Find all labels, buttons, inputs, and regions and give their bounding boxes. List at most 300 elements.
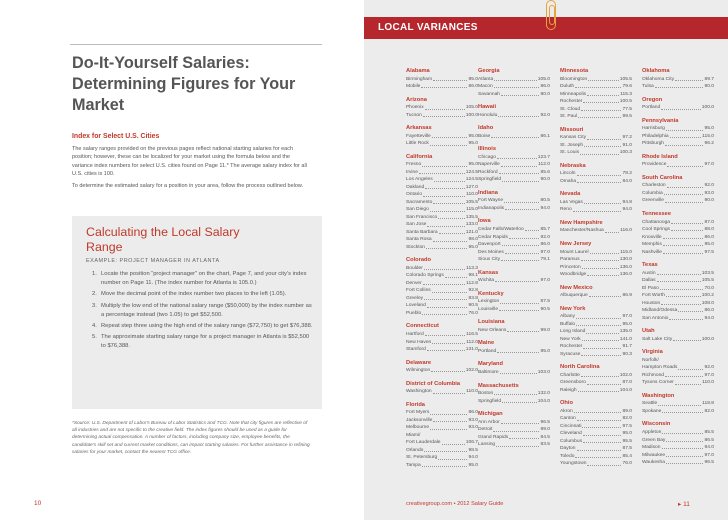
city-index-value: 80.0 bbox=[540, 91, 550, 97]
city-row bbox=[560, 206, 632, 214]
city-row bbox=[560, 423, 632, 431]
city-row bbox=[560, 430, 632, 438]
leader-dots bbox=[581, 351, 621, 356]
city-index-value: 99.0 bbox=[540, 327, 550, 333]
city-row bbox=[478, 398, 550, 406]
city-name: Loveland bbox=[406, 303, 426, 309]
leader-dots bbox=[666, 459, 704, 464]
city-name: Fort Wayne bbox=[478, 198, 504, 204]
city-index-value: 108.0 bbox=[701, 300, 714, 306]
city-name: Norfolk/ bbox=[642, 357, 659, 363]
city-index-value: 92.8 bbox=[468, 288, 478, 294]
leader-dots bbox=[582, 336, 619, 341]
leader-dots bbox=[663, 241, 704, 246]
city-row bbox=[478, 419, 550, 427]
city-index-value: 97.0 bbox=[704, 452, 714, 458]
city-index-value: 95.0 bbox=[468, 76, 478, 82]
state-name: Arizona bbox=[406, 96, 427, 103]
city-index-value: 103.5 bbox=[701, 270, 714, 276]
city-index-value: 92.0 bbox=[704, 365, 714, 371]
state-group bbox=[560, 306, 632, 359]
leader-dots bbox=[662, 444, 704, 449]
city-index-value: 79.1 bbox=[540, 257, 550, 263]
city-row bbox=[560, 313, 632, 321]
city-row bbox=[560, 408, 632, 416]
city-row bbox=[478, 241, 550, 249]
state-name: Arkansas bbox=[406, 125, 432, 132]
city-index-value: 70.0 bbox=[704, 285, 714, 291]
intro-text bbox=[72, 145, 312, 193]
city-index-value: 115.3 bbox=[620, 91, 632, 97]
city-index-value: 118.8 bbox=[702, 401, 714, 407]
state-name: Connecticut bbox=[406, 323, 439, 330]
leader-dots bbox=[583, 343, 621, 348]
city-name: Atlanta bbox=[478, 76, 494, 82]
city-index-value: 95.0 bbox=[468, 133, 478, 139]
leader-dots bbox=[421, 83, 467, 88]
city-row bbox=[560, 142, 632, 150]
city-name: Buffalo bbox=[560, 321, 576, 327]
leader-dots bbox=[496, 441, 539, 446]
state-name: Tennessee bbox=[642, 210, 671, 217]
state-group bbox=[642, 68, 714, 91]
state-group bbox=[642, 175, 714, 205]
city-row bbox=[642, 300, 714, 308]
city-name: Manchester/Nashua bbox=[560, 228, 604, 234]
leader-dots bbox=[507, 327, 539, 332]
city-name: Appleton bbox=[642, 430, 662, 436]
city-name: Naperville bbox=[478, 162, 500, 168]
city-index-value: 95.0 bbox=[540, 348, 550, 354]
state-name: Oregon bbox=[642, 96, 663, 103]
state-name: Iowa bbox=[478, 218, 491, 225]
city-index-value: 91.7 bbox=[622, 344, 632, 350]
city-row bbox=[478, 441, 550, 449]
city-index-value: 95.0 bbox=[704, 242, 714, 248]
state-group bbox=[478, 68, 550, 98]
step-number: 4. bbox=[92, 323, 97, 330]
city-name: Cool Springs bbox=[642, 227, 670, 233]
leader-dots bbox=[666, 437, 703, 442]
state-group bbox=[478, 291, 550, 314]
city-row bbox=[406, 214, 478, 222]
city-index-value: 94.0 bbox=[622, 207, 632, 213]
city-row bbox=[406, 447, 478, 455]
leader-dots bbox=[438, 214, 464, 219]
city-name: Baltimore bbox=[478, 370, 499, 376]
city-index-value: 105.5 bbox=[619, 76, 632, 82]
state-group bbox=[478, 270, 550, 285]
city-name: San Jose bbox=[406, 222, 427, 228]
city-index-value: 124.5 bbox=[465, 177, 478, 183]
city-row bbox=[642, 285, 714, 293]
city-index-value: 98.5 bbox=[468, 447, 478, 453]
city-name: Boise bbox=[478, 133, 491, 139]
city-index-value: 97.0 bbox=[704, 162, 714, 168]
city-name: Davenport bbox=[478, 242, 501, 248]
city-index-value: 90.0 bbox=[704, 198, 714, 204]
state-name: New Jersey bbox=[560, 240, 592, 247]
city-row bbox=[560, 336, 632, 344]
step-number: 5. bbox=[92, 334, 97, 341]
state-group bbox=[478, 125, 550, 140]
city-index-value: 84.5 bbox=[540, 434, 550, 440]
city-row bbox=[406, 424, 478, 432]
city-index-value: 93.0 bbox=[468, 417, 478, 423]
state-group bbox=[478, 146, 550, 184]
leader-dots bbox=[589, 292, 622, 297]
leader-dots bbox=[425, 331, 465, 336]
step-item bbox=[92, 270, 314, 288]
state-group bbox=[560, 364, 632, 394]
city-name: Fresno bbox=[406, 162, 422, 168]
state-name: Michigan bbox=[478, 411, 503, 418]
city-index-value: 86.0 bbox=[704, 308, 714, 314]
city-index-value: 87.5 bbox=[540, 299, 550, 305]
city-index-value: 97.5 bbox=[622, 423, 632, 429]
city-row bbox=[406, 229, 478, 237]
leader-dots bbox=[581, 256, 619, 261]
city-index-value: 86.5 bbox=[704, 437, 714, 443]
city-name: Hampton Roads bbox=[642, 365, 678, 371]
city-row bbox=[478, 327, 550, 335]
city-row bbox=[406, 104, 478, 112]
city-index-value: 88.0 bbox=[704, 227, 714, 233]
city-name: Cedar Rapids bbox=[478, 234, 508, 240]
city-row bbox=[406, 221, 478, 229]
city-index-value: 99.5 bbox=[622, 114, 632, 120]
city-row bbox=[560, 98, 632, 106]
city-index-value: 102.0 bbox=[465, 368, 478, 374]
state-group bbox=[406, 257, 478, 317]
city-index-value: 98.1 bbox=[468, 273, 478, 279]
state-name: Oklahoma bbox=[642, 68, 670, 74]
state-name: Nevada bbox=[560, 191, 581, 198]
state-group bbox=[478, 361, 550, 376]
leader-dots bbox=[581, 106, 621, 111]
state-name: Rhode Island bbox=[642, 153, 678, 160]
city-name: Ann Arbor bbox=[478, 419, 500, 425]
city-name: Fort Lauderdale bbox=[406, 440, 441, 446]
city-index-value: 105.0 bbox=[465, 105, 478, 111]
city-row bbox=[406, 112, 478, 120]
city-name: Detroit bbox=[478, 427, 493, 433]
city-row bbox=[406, 140, 478, 148]
state-name: Florida bbox=[406, 401, 425, 408]
city-index-value: 92.0 bbox=[704, 183, 714, 189]
leader-dots bbox=[666, 125, 704, 130]
city-name: Albuquerque bbox=[560, 293, 588, 299]
city-name: Nashville bbox=[642, 249, 662, 255]
city-row bbox=[478, 390, 550, 398]
city-name: Fayetteville bbox=[406, 133, 431, 139]
steps-list bbox=[92, 270, 314, 354]
city-name: Pueblo bbox=[406, 310, 422, 316]
city-row bbox=[560, 292, 632, 300]
city-row bbox=[642, 357, 714, 365]
city-name: Toledo bbox=[560, 453, 575, 459]
city-index-value: 90.0 bbox=[540, 177, 550, 183]
leader-dots bbox=[426, 244, 467, 249]
city-index-value: 95.5 bbox=[622, 438, 632, 444]
city-row bbox=[478, 426, 550, 434]
city-index-value: 94.0 bbox=[540, 205, 550, 211]
city-index-value: 97.0 bbox=[704, 372, 714, 378]
city-index-value: 110.0 bbox=[466, 192, 478, 198]
city-row bbox=[642, 437, 714, 445]
city-row bbox=[478, 369, 550, 377]
city-index-value: 115.0 bbox=[466, 207, 478, 213]
city-index-value: 87.0 bbox=[622, 380, 632, 386]
city-index-value: 112.0 bbox=[466, 339, 478, 345]
city-name: Cedar Falls/Waterloo bbox=[478, 227, 524, 233]
city-index-value: 86.0 bbox=[704, 234, 714, 240]
leader-dots bbox=[670, 133, 701, 138]
index-column bbox=[406, 68, 478, 475]
leader-dots bbox=[497, 348, 539, 353]
city-index-value: 99.0 bbox=[540, 427, 550, 433]
leader-dots bbox=[425, 104, 465, 109]
state-name: Louisiana bbox=[478, 319, 505, 326]
leader-dots bbox=[500, 298, 539, 303]
city-name: Ontario bbox=[406, 192, 423, 198]
leader-dots bbox=[445, 272, 468, 277]
state-name: Texas bbox=[642, 262, 658, 269]
city-index-value: 87.5 bbox=[622, 446, 632, 452]
section-header: LOCAL VARIANCES bbox=[378, 22, 478, 33]
city-index-value: 96.5 bbox=[704, 460, 714, 466]
city-row bbox=[560, 199, 632, 207]
city-row bbox=[560, 387, 632, 395]
leader-dots bbox=[502, 176, 539, 181]
city-index-value: 94.0 bbox=[468, 455, 478, 461]
city-index-value: 105.5 bbox=[465, 199, 478, 205]
city-row bbox=[406, 206, 478, 214]
city-row bbox=[642, 292, 714, 300]
leader-dots bbox=[500, 369, 537, 374]
leader-dots bbox=[427, 346, 465, 351]
leader-dots bbox=[576, 313, 622, 318]
state-name: North Carolina bbox=[560, 364, 600, 371]
leader-dots bbox=[424, 447, 467, 452]
city-index-value: 110.0 bbox=[466, 389, 478, 395]
state-group bbox=[478, 319, 550, 334]
city-index-value: 84.0 bbox=[622, 178, 632, 184]
leader-dots bbox=[666, 452, 703, 457]
city-row bbox=[406, 272, 478, 280]
city-name: Jacksonville bbox=[406, 417, 433, 423]
city-name: Chicago bbox=[478, 154, 496, 160]
leader-dots bbox=[422, 161, 467, 166]
city-index-value: 115.0 bbox=[620, 249, 632, 255]
city-name: Stockton bbox=[406, 244, 426, 250]
city-row bbox=[478, 234, 550, 242]
state-name: Maryland bbox=[478, 361, 503, 368]
city-row bbox=[642, 429, 714, 437]
leader-dots bbox=[430, 206, 465, 211]
city-name: Harrisburg bbox=[642, 126, 665, 132]
city-index-value: 136.0 bbox=[619, 272, 632, 278]
city-index-value: 94.0 bbox=[704, 315, 714, 321]
city-row bbox=[406, 169, 478, 177]
leader-dots bbox=[509, 234, 540, 239]
city-row bbox=[642, 83, 714, 91]
state-group bbox=[560, 163, 632, 186]
city-name: Rochester bbox=[560, 344, 583, 350]
leader-dots bbox=[658, 400, 701, 405]
city-index-value: 89.7 bbox=[704, 76, 714, 82]
city-row bbox=[642, 336, 714, 344]
leader-dots bbox=[665, 197, 703, 202]
city-row bbox=[478, 197, 550, 205]
step-number: 1. bbox=[92, 271, 97, 277]
leader-dots bbox=[499, 306, 539, 311]
city-row bbox=[478, 277, 550, 285]
city-index-value: 97.0 bbox=[622, 314, 632, 320]
city-row bbox=[560, 271, 632, 279]
leader-dots bbox=[582, 423, 621, 428]
state-group bbox=[560, 191, 632, 214]
city-row bbox=[406, 83, 478, 91]
state-group bbox=[560, 241, 632, 279]
city-row bbox=[406, 339, 478, 347]
state-group bbox=[478, 340, 550, 355]
leader-dots bbox=[578, 113, 621, 118]
city-name: Columbus bbox=[560, 438, 583, 444]
state-group bbox=[560, 127, 632, 157]
city-name: Santa Barbara bbox=[406, 229, 438, 235]
leader-dots bbox=[424, 295, 467, 300]
city-name: Honolulu bbox=[478, 112, 498, 118]
city-name: Savannah bbox=[478, 91, 501, 97]
leader-dots bbox=[590, 249, 620, 254]
state-name: Idaho bbox=[478, 125, 494, 132]
city-row bbox=[560, 460, 632, 468]
city-index-value: 102.0 bbox=[619, 372, 632, 378]
city-name: Omaha bbox=[560, 178, 577, 184]
state-group bbox=[642, 154, 714, 169]
city-index-value: 93.0 bbox=[468, 425, 478, 431]
state-group bbox=[642, 118, 714, 148]
leader-dots bbox=[427, 221, 464, 226]
leader-dots bbox=[575, 83, 621, 88]
city-row bbox=[560, 83, 632, 91]
leader-dots bbox=[661, 104, 701, 109]
leader-dots bbox=[661, 300, 701, 305]
city-index-value: 90.5 bbox=[540, 306, 550, 312]
city-name: Denver bbox=[406, 280, 422, 286]
city-row bbox=[406, 287, 478, 295]
city-row bbox=[478, 306, 550, 314]
city-row bbox=[642, 226, 714, 234]
city-name: Wichita bbox=[478, 278, 495, 284]
state-name: California bbox=[406, 153, 433, 160]
city-index-value: 86.0 bbox=[468, 84, 478, 90]
city-index-value: 115.0 bbox=[702, 133, 714, 139]
state-group bbox=[560, 220, 632, 235]
city-index-value: 94.8 bbox=[622, 199, 632, 205]
city-index-value: 98.0 bbox=[468, 237, 478, 243]
city-index-value: 82.0 bbox=[704, 408, 714, 414]
intro-paragraph: To determine the estimated salary for a position in your area, follow the process outlined below. bbox=[72, 182, 304, 189]
city-name: Des Moines bbox=[478, 249, 504, 255]
state-name: New Mexico bbox=[560, 284, 593, 291]
city-name: Little Rock bbox=[406, 141, 429, 147]
city-row bbox=[642, 125, 714, 133]
section-subhead: Index for Select U.S. Cities bbox=[72, 133, 160, 140]
leader-dots bbox=[509, 434, 539, 439]
city-index-value: 123.7 bbox=[537, 154, 550, 160]
step-text: The approximate starting salary range for a project manager in Atlanta is $52,500 to $76,388. bbox=[101, 334, 310, 350]
city-index-value: 83.8 bbox=[468, 295, 478, 301]
city-index-value: 97.0 bbox=[540, 249, 550, 255]
city-name: Albany bbox=[560, 314, 575, 320]
city-row bbox=[478, 205, 550, 213]
city-name: Washington bbox=[406, 389, 432, 395]
city-index-value: 94.0 bbox=[704, 445, 714, 451]
city-row bbox=[560, 178, 632, 186]
city-row bbox=[406, 432, 478, 440]
city-name: Austin bbox=[642, 270, 656, 276]
city-row bbox=[478, 133, 550, 141]
state-name: Kansas bbox=[478, 269, 499, 276]
leader-dots bbox=[666, 292, 701, 297]
city-name: Fort Worth bbox=[642, 293, 666, 299]
leader-dots bbox=[525, 226, 540, 231]
leader-dots bbox=[657, 270, 701, 275]
city-row bbox=[642, 133, 714, 141]
leader-dots bbox=[419, 169, 465, 174]
city-index-value: 95.0 bbox=[622, 431, 632, 437]
city-row bbox=[560, 351, 632, 359]
city-index-value: 76.0 bbox=[468, 310, 478, 316]
city-name: Lansing bbox=[478, 442, 496, 448]
city-name: Youngstown bbox=[560, 461, 587, 467]
city-row bbox=[406, 76, 478, 84]
city-name: St. Petersburg bbox=[406, 455, 438, 461]
city-index-value: 141.0 bbox=[619, 336, 632, 342]
top-rule bbox=[70, 44, 322, 45]
city-index-value: 86.0 bbox=[468, 410, 478, 416]
leader-dots bbox=[663, 249, 704, 254]
page-title: Do-It-Yourself Salaries: Determining Figures for Your Market bbox=[72, 54, 296, 114]
index-column bbox=[478, 68, 550, 455]
calculation-box bbox=[72, 216, 322, 409]
city-name: Oklahoma City bbox=[642, 76, 675, 82]
step-text: Move the decimal point of the index number two places to the left (1.05). bbox=[101, 291, 287, 298]
city-name: Wilmington bbox=[406, 368, 431, 374]
city-name: Lexington bbox=[478, 299, 500, 305]
city-name: Las Vegas bbox=[560, 199, 583, 205]
leader-dots bbox=[442, 439, 465, 444]
city-name: St. Joseph bbox=[560, 142, 584, 148]
leader-dots bbox=[501, 256, 539, 261]
city-row bbox=[642, 182, 714, 190]
state-group bbox=[406, 360, 478, 375]
leader-dots bbox=[430, 409, 467, 414]
step-item bbox=[92, 290, 314, 299]
city-row bbox=[642, 190, 714, 198]
city-row bbox=[406, 184, 478, 192]
city-row bbox=[478, 112, 550, 120]
city-name: Louisville bbox=[478, 306, 499, 312]
city-index-value: 86.1 bbox=[540, 133, 550, 139]
city-index-value: 85.7 bbox=[540, 227, 550, 233]
city-name: Raleigh bbox=[560, 387, 577, 393]
city-row bbox=[642, 76, 714, 84]
state-name: New York bbox=[560, 305, 586, 312]
step-number: 2. bbox=[92, 291, 97, 298]
